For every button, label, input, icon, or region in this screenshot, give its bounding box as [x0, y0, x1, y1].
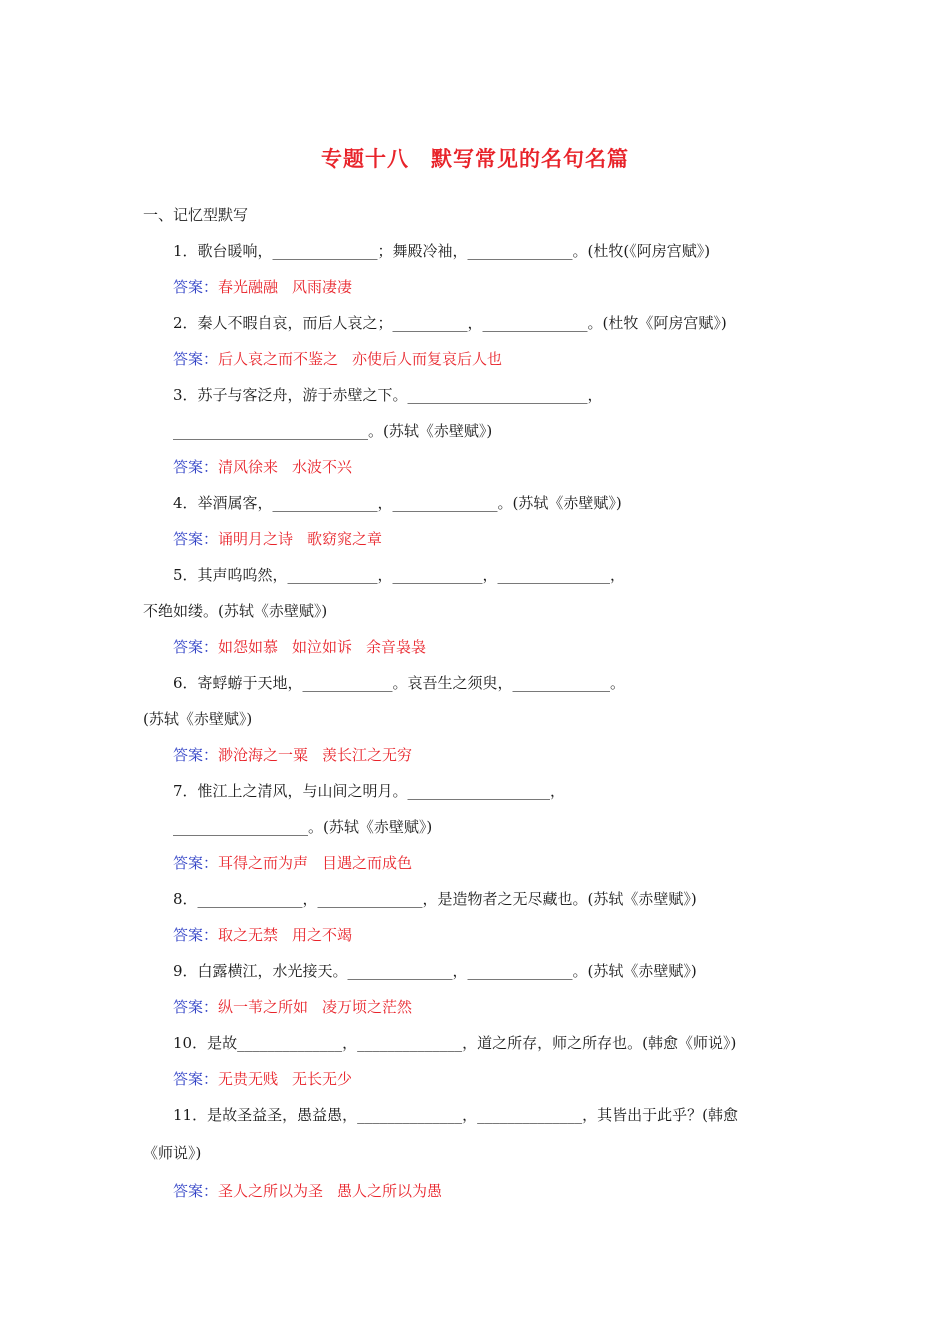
answer-text: 歌窈窕之章 [307, 530, 383, 548]
question-9: 9．白露横江，水光接天。______________，______________。(苏轼《赤壁赋》) [173, 962, 697, 980]
answer-text: 风雨凄凄 [292, 278, 353, 296]
answer-label: 答案： [173, 746, 219, 764]
answer-label: 答案： [173, 638, 219, 656]
answer-text: 春光融融 [218, 278, 279, 296]
answer-6 [173, 744, 412, 766]
question-6-continued: (苏轼《赤壁赋》) [143, 710, 253, 728]
answer-label: 答案： [173, 458, 219, 476]
answer-text: 用之不竭 [292, 926, 353, 944]
answer-label: 答案： [173, 278, 219, 296]
answer-text: 如怨如慕 [218, 638, 279, 656]
answer-text: 取之无禁 [218, 926, 279, 944]
question-3-continued: __________________________。(苏轼《赤壁赋》) [173, 422, 493, 440]
answer-11 [173, 1180, 442, 1202]
question-6: 6．寄蜉蝣于天地，____________。哀吾生之须臾，_____________。 [173, 674, 626, 692]
answer-label: 答案： [173, 998, 219, 1016]
answer-10 [173, 1068, 352, 1090]
question-7-continued: __________________。(苏轼《赤壁赋》) [173, 818, 433, 836]
question-3: 3．苏子与客泛舟，游于赤壁之下。________________________， [173, 386, 603, 404]
answer-5 [173, 636, 426, 658]
question-8: 8．______________，______________，是造物者之无尽藏也。(苏轼《赤壁赋》) [173, 890, 697, 908]
answer-label: 答案： [173, 350, 219, 368]
answer-text: 清风徐来 [218, 458, 279, 476]
question-5-continued: 不绝如缕。(苏轼《赤壁赋》) [143, 602, 328, 620]
answer-text: 无贵无贱 [218, 1070, 279, 1088]
answer-9 [173, 996, 412, 1018]
question-5: 5．其声呜呜然，____________，____________，_______________， [173, 566, 626, 584]
answer-text: 目遇之而成色 [322, 854, 413, 872]
answer-2 [173, 348, 502, 370]
answer-text: 圣人之所以为圣 [218, 1182, 324, 1200]
answer-label: 答案： [173, 854, 219, 872]
question-11: 11．是故圣益圣，愚益愚，______________，______________，其皆出于此乎？(韩愈 [173, 1106, 738, 1124]
answer-text: 羡长江之无穷 [322, 746, 413, 764]
answer-text: 如泣如诉 [292, 638, 353, 656]
question-11-continued: 《师说》) [143, 1144, 202, 1162]
answer-8 [173, 924, 352, 946]
section-heading: 一、记忆型默写 [143, 206, 249, 224]
answer-text: 亦使后人而复哀后人也 [352, 350, 503, 368]
answer-label: 答案： [173, 1070, 219, 1088]
question-4: 4．举酒属客，______________，______________。(苏轼《赤壁赋》) [173, 494, 622, 512]
answer-1 [173, 276, 352, 298]
answer-3 [173, 456, 352, 478]
answer-label: 答案： [173, 530, 219, 548]
answer-7 [173, 852, 412, 874]
answer-text: 纵一苇之所如 [218, 998, 309, 1016]
answer-text: 愚人之所以为愚 [337, 1182, 443, 1200]
answer-text: 水波不兴 [292, 458, 353, 476]
answer-4 [173, 528, 382, 550]
answer-text: 凌万顷之茫然 [322, 998, 413, 1016]
question-10: 10．是故______________，______________，道之所存，师之所存也。(韩愈《师说》) [173, 1034, 737, 1052]
answer-text: 诵明月之诗 [218, 530, 294, 548]
answer-text: 无长无少 [292, 1070, 353, 1088]
question-2: 2．秦人不暇自哀，而后人哀之；__________，______________。(杜牧《阿房宫赋》) [173, 314, 727, 332]
question-7: 7．惟江上之清风，与山间之明月。___________________， [173, 782, 566, 800]
answer-text: 后人哀之而不鉴之 [218, 350, 339, 368]
answer-text: 余音袅袅 [366, 638, 427, 656]
question-1: 1．歌台暖响，______________；舞殿冷袖，______________。(杜牧(《阿房宫赋》) [173, 242, 711, 260]
answer-label: 答案： [173, 1182, 219, 1200]
answer-text: 耳得之而为声 [218, 854, 309, 872]
page-title: 专题十八 默写常见的名句名篇 [321, 146, 629, 171]
answer-label: 答案： [173, 926, 219, 944]
answer-text: 渺沧海之一粟 [218, 746, 309, 764]
